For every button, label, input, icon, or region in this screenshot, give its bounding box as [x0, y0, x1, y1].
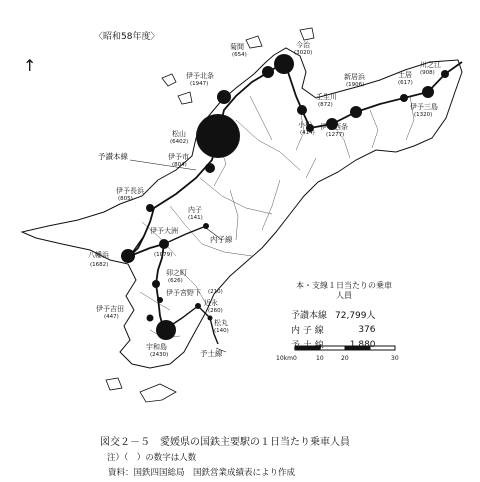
station-label: 新居浜: [344, 73, 365, 81]
legend-value: 72,799人: [335, 311, 376, 321]
legend-line: 予讃本線: [291, 311, 328, 321]
marker-yawatahama: [121, 249, 135, 263]
scale-tick: 0: [293, 355, 297, 362]
marker-iyoozu: [159, 239, 169, 249]
scale-tick: 10: [316, 355, 324, 362]
station-count: (6402): [170, 139, 189, 145]
station-count: (1079): [154, 252, 173, 258]
legend-row: [287, 337, 380, 352]
legend-value: 1,880: [349, 339, 376, 350]
line-label-yosan: 予讃本線: [98, 152, 128, 161]
station-count: (908): [420, 70, 435, 76]
station-label: 小松: [298, 121, 312, 129]
north-arrow-icon: ↑: [23, 56, 37, 75]
legend-title: 本・支線１日当たりの乗車人員: [296, 281, 392, 301]
marker-nyugawa: [297, 105, 307, 115]
station-label: 八幡浜: [88, 251, 109, 259]
land-outline: [22, 48, 462, 368]
marker-iyonagahama: [146, 204, 154, 212]
figure-caption: 図交２－５ 愛媛県の国鉄主要駅の１日当たり乗車人員: [100, 437, 350, 448]
station-count: (140): [214, 328, 229, 334]
station-label: 松丸: [214, 319, 228, 327]
station-count: (1320): [414, 112, 433, 118]
station-label: 伊予吉田: [96, 305, 124, 313]
scale-unit: 10km: [276, 355, 293, 362]
legend-table: [287, 307, 380, 352]
station-count: (626): [168, 278, 183, 284]
legend-value: 376: [358, 324, 376, 335]
station-count: (210): [208, 289, 223, 295]
legend-row: [287, 322, 380, 337]
station-count: (805): [118, 196, 133, 202]
station-label: 壬生川: [316, 93, 337, 101]
marker-chikanaga: [195, 303, 201, 309]
station-count: (804): [172, 162, 187, 168]
marker-doi: [400, 94, 408, 102]
marker-iyoyoshida: [147, 315, 154, 322]
marker-uwajima: [156, 320, 176, 340]
station-count: (1947): [190, 81, 209, 87]
station-count: (3020): [294, 50, 313, 56]
line-label-uchiko: 内子線: [210, 235, 233, 244]
station-label: 今治: [296, 41, 310, 49]
legend-row: [287, 307, 380, 322]
station-label: 川之江: [420, 61, 441, 69]
marker-iyomishima: [422, 86, 434, 98]
station-count: (872): [318, 102, 333, 108]
marker-kawanoe: [441, 70, 449, 78]
scale-tick: 20: [341, 355, 349, 362]
station-count: (414): [300, 130, 315, 136]
marker-matsuyama: [196, 114, 240, 158]
station-count: (260): [208, 308, 223, 314]
station-label: 伊予長浜: [116, 187, 144, 195]
station-label: 宇和島: [146, 343, 167, 351]
station-label: 菊間: [230, 43, 244, 51]
station-count: (617): [398, 80, 413, 86]
marker-unomachi: [152, 280, 160, 288]
station-label: 近永: [204, 299, 218, 307]
scale-tick: 30: [391, 355, 399, 362]
marker-niihama: [350, 106, 362, 118]
marker-imabari: [274, 54, 294, 74]
station-count: (1277): [326, 132, 345, 138]
figure-note: 注）（ ）の数字は人数: [107, 453, 197, 463]
marker-matsumaru: [208, 316, 213, 321]
station-count: (2430): [150, 352, 169, 358]
figure-source: 資料：国鉄四国総局 国鉄営業成績表により作成: [108, 468, 296, 478]
legend-line: 内 子 線: [291, 326, 324, 336]
marker-iyoshi: [205, 163, 215, 173]
station-count: (141): [188, 215, 203, 221]
station-label: 伊予北条: [186, 72, 214, 80]
station-label: 松山: [172, 130, 186, 138]
station-count: (1682): [90, 262, 109, 268]
station-label: 伊予宮野下: [166, 289, 201, 297]
station-count: (1906): [346, 82, 365, 88]
station-label: 土居: [398, 71, 412, 79]
marker-kikuma: [262, 66, 274, 78]
station-count: (447): [104, 314, 119, 320]
line-label-yodo: 予土線: [200, 349, 223, 358]
station-label: 伊予市: [168, 153, 189, 161]
marker-iyohojo: [217, 90, 231, 104]
station-label: 卯之町: [166, 269, 187, 277]
station-label: 伊予三島: [410, 103, 438, 111]
marker-uchiko: [203, 223, 209, 229]
station-label: 内子: [188, 206, 202, 214]
station-label: 伊予大洲: [150, 227, 178, 235]
station-label: 伊予西条: [320, 123, 348, 131]
marker-iyomiyanoshita: [157, 297, 163, 303]
station-count: (654): [232, 52, 247, 58]
legend-line: 予 土 線: [291, 341, 324, 351]
era-note: 〈昭和58年度〉: [94, 32, 160, 42]
